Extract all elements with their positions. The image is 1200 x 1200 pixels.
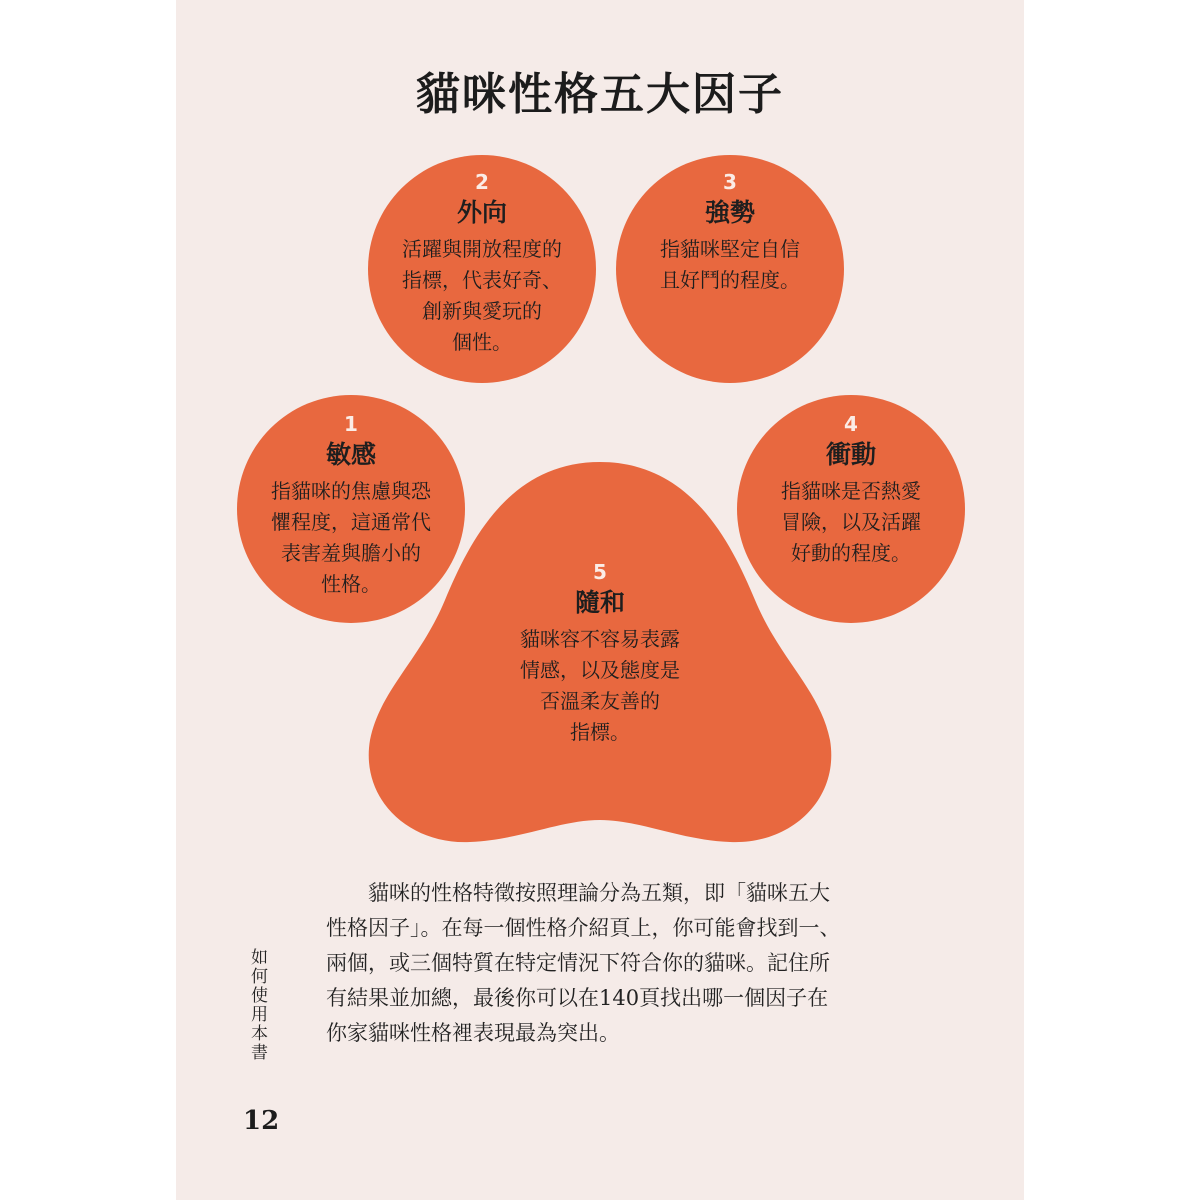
trait-description: 指貓咪的焦慮與恐 懼程度，這通常代 表害羞與膽小的 性格。 bbox=[271, 479, 431, 596]
trait-dominance bbox=[626, 170, 834, 296]
trait-name: 隨和 bbox=[574, 588, 625, 617]
trait-extraversion bbox=[378, 170, 586, 358]
trait-number: 1 bbox=[344, 412, 358, 436]
page-title: 貓咪性格五大因子 bbox=[416, 69, 784, 120]
trait-number: 4 bbox=[844, 412, 858, 436]
trait-number: 5 bbox=[593, 560, 607, 584]
trait-name: 外向 bbox=[456, 198, 507, 227]
page-number: 12 bbox=[243, 1106, 280, 1136]
trait-description: 指貓咪是否熱愛 冒險，以及活躍 好動的程度。 bbox=[781, 479, 921, 565]
trait-name: 衝動 bbox=[825, 440, 876, 469]
section-side-label: 如何使用本書 bbox=[247, 948, 267, 1062]
trait-agreeableness bbox=[496, 560, 704, 748]
trait-number: 3 bbox=[723, 170, 737, 194]
trait-name: 敏感 bbox=[325, 440, 376, 469]
trait-description: 貓咪容不容易表露 情感，以及態度是 否溫柔友善的 指標。 bbox=[520, 627, 680, 744]
trait-description: 指貓咪堅定自信 且好鬥的程度。 bbox=[660, 237, 800, 292]
trait-number: 2 bbox=[475, 170, 489, 194]
trait-description: 活躍與開放程度的 指標，代表好奇、 創新與愛玩的 個性。 bbox=[402, 237, 562, 354]
trait-impulsiveness bbox=[747, 412, 955, 569]
trait-name: 強勢 bbox=[704, 198, 755, 227]
trait-neuroticism bbox=[247, 412, 455, 600]
body-paragraph: 貓咪的性格特徵按照理論分為五類，即「貓咪五大 性格因子」。在每一個性格介紹頁上，你可能會找到一、 兩個，或三個特質在特定情況下符合你的貓咪。記住所 有結果並加總，最後你可以在140頁找出哪一個因子在 你家貓咪性格裡表現最為突出。 bbox=[326, 881, 841, 1045]
